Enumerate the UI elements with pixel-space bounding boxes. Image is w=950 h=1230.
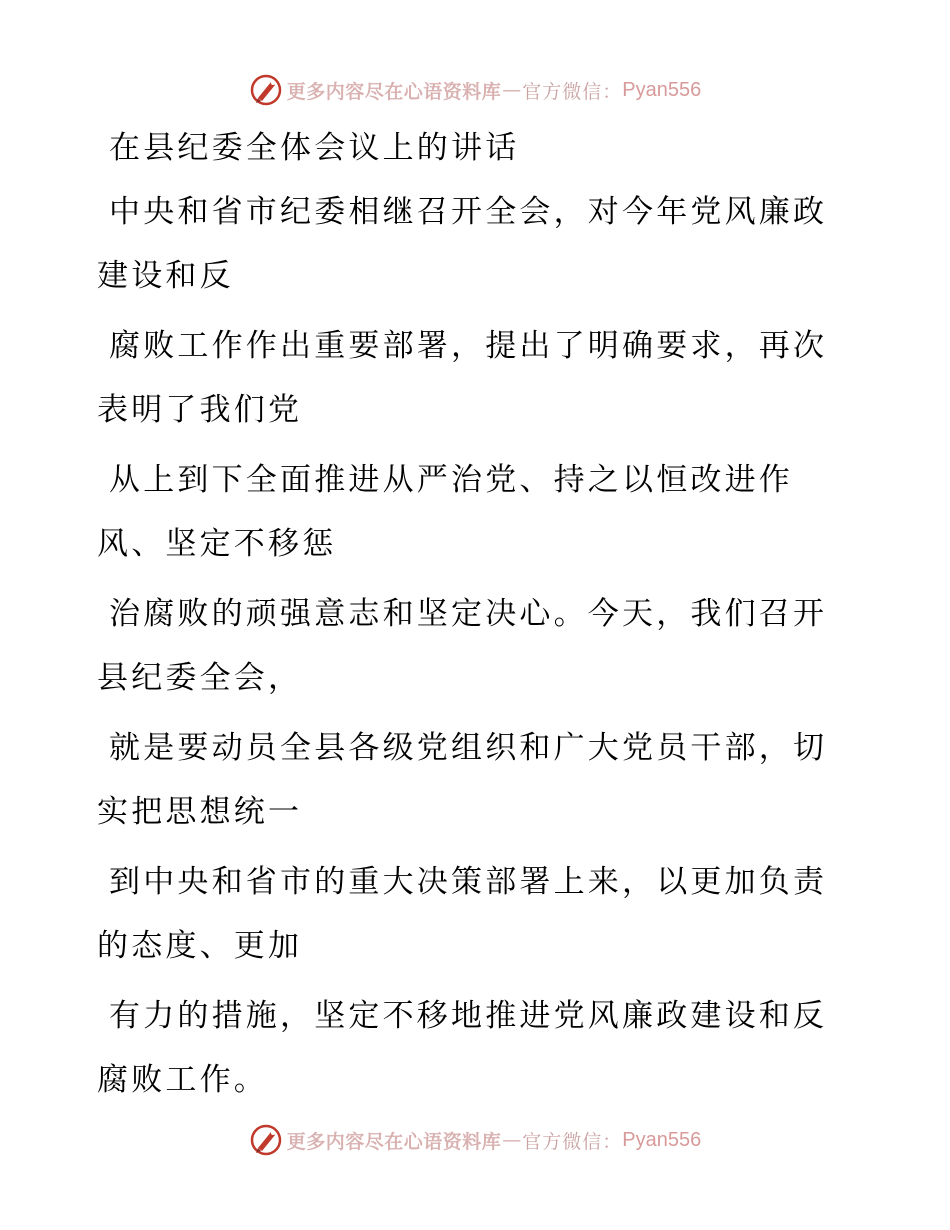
paragraph-line: 有力的措施，坚定不移地推进党风廉政建设和反 bbox=[109, 998, 828, 1034]
document-title: 在县纪委全体会议上的讲话 bbox=[109, 130, 520, 166]
watermark-wechat-id: Pyan556 bbox=[622, 78, 702, 101]
watermark-brand: 更多内容尽在心语资料库 bbox=[286, 1130, 502, 1153]
watermark-footer bbox=[0, 1120, 950, 1160]
watermark-dash: — bbox=[502, 79, 522, 101]
paragraph-line: 就是要动员全县各级党组织和广大党员干部，切 bbox=[109, 730, 828, 766]
paragraph-line: 腐败工作作出重要部署，提出了明确要求，再次 bbox=[109, 328, 828, 364]
watermark-dash: — bbox=[502, 1129, 522, 1151]
document-body bbox=[97, 122, 837, 1118]
pen-logo-icon bbox=[249, 73, 283, 107]
watermark-brand: 更多内容尽在心语资料库 bbox=[286, 80, 502, 103]
paragraph-line: 到中央和省市的重大决策部署上来，以更加负责 bbox=[109, 864, 828, 900]
pen-logo-icon bbox=[249, 1123, 283, 1157]
paragraph-line: 实把思想统一 bbox=[97, 794, 303, 830]
paragraph-line: 中央和省市纪委相继召开全会，对今年党风廉政 bbox=[109, 194, 828, 230]
paragraph-line: 腐败工作。 bbox=[97, 1062, 268, 1098]
watermark-header bbox=[0, 70, 950, 110]
watermark-wechat-id: Pyan556 bbox=[622, 1128, 702, 1151]
paragraph-line: 表明了我们党 bbox=[97, 392, 303, 428]
paragraph-line: 治腐败的顽强意志和坚定决心。今天，我们召开 bbox=[109, 596, 828, 632]
watermark-wechat-label: 官方微信： bbox=[522, 1130, 623, 1153]
watermark-wechat-label: 官方微信： bbox=[522, 80, 623, 103]
paragraph-line: 风、坚定不移惩 bbox=[97, 526, 337, 562]
paragraph-line: 县纪委全会， bbox=[97, 660, 303, 696]
paragraph-line: 的态度、更加 bbox=[97, 928, 303, 964]
paragraph-line: 从上到下全面推进从严治党、持之以恒改进作 bbox=[109, 462, 793, 498]
paragraph-line: 建设和反 bbox=[97, 258, 234, 294]
